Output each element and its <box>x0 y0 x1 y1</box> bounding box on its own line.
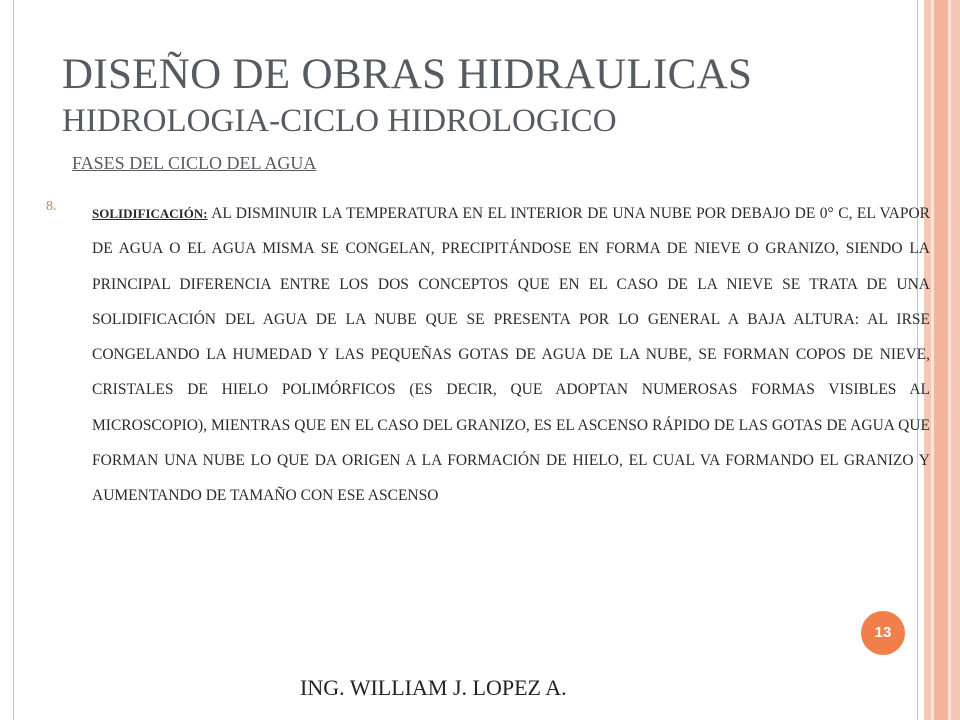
list-item-term: SOLIDIFICACIÓN: <box>92 206 208 221</box>
list-item-number: 8. <box>46 199 57 214</box>
slide-frame-left-line <box>13 0 14 720</box>
slide-title: DISEÑO DE OBRAS HIDRAULICAS <box>62 51 753 98</box>
page-number-badge: 13 <box>861 611 905 655</box>
decorative-side-band <box>951 0 960 720</box>
decorative-side-band <box>934 0 948 720</box>
section-heading: FASES DEL CICLO DEL AGUA <box>72 153 317 173</box>
slide-subtitle: HIDROLOGIA-CICLO HIDROLOGICO <box>62 103 617 139</box>
slide-footer: ING. WILLIAM J. LOPEZ A. <box>300 675 567 700</box>
list-item-body <box>92 196 930 514</box>
list-item-text: AL DISMINUIR LA TEMPERATURA EN EL INTERIOR DE UNA NUBE POR DEBAJO DE 0° C, EL VAPOR DE AGUA O EL AGUA MISMA SE CONGELAN, PRECIPITÁNDOSE EN FORMA DE NIEVE O GRANIZO, SIENDO LA PRINCIPAL DIFERENCIA ENTRE LOS DOS CONCEPTOS QUE EN EL CASO DE LA NIEVE SE TRATA DE UNA SOLIDIFICACIÓN DEL AGUA DE LA NUBE QUE SE PRESENTA POR LO GENERAL A BAJA ALTURA: AL IRSE CONGELANDO LA HUMEDAD Y LAS PEQUEÑAS GOTAS DE AGUA DE LA NUBE, SE FORMAN COPOS DE NIEVE, CRISTALES DE HIELO POLIMÓRFICOS (ES DECIR, QUE ADOPTAN NUMEROSAS FORMAS VISIBLES AL MICROSCOPIO), MIENTRAS QUE EN EL CASO DEL GRANIZO, ES EL ASCENSO RÁPIDO DE LAS GOTAS DE AGUA QUE FORMAN UNA NUBE LO QUE DA ORIGEN A LA FORMACIÓN DE HIELO, EL CUAL VA FORMANDO EL GRANIZO Y AUMENTANDO DE TAMAÑO CON ESE ASCENSO <box>92 205 930 505</box>
